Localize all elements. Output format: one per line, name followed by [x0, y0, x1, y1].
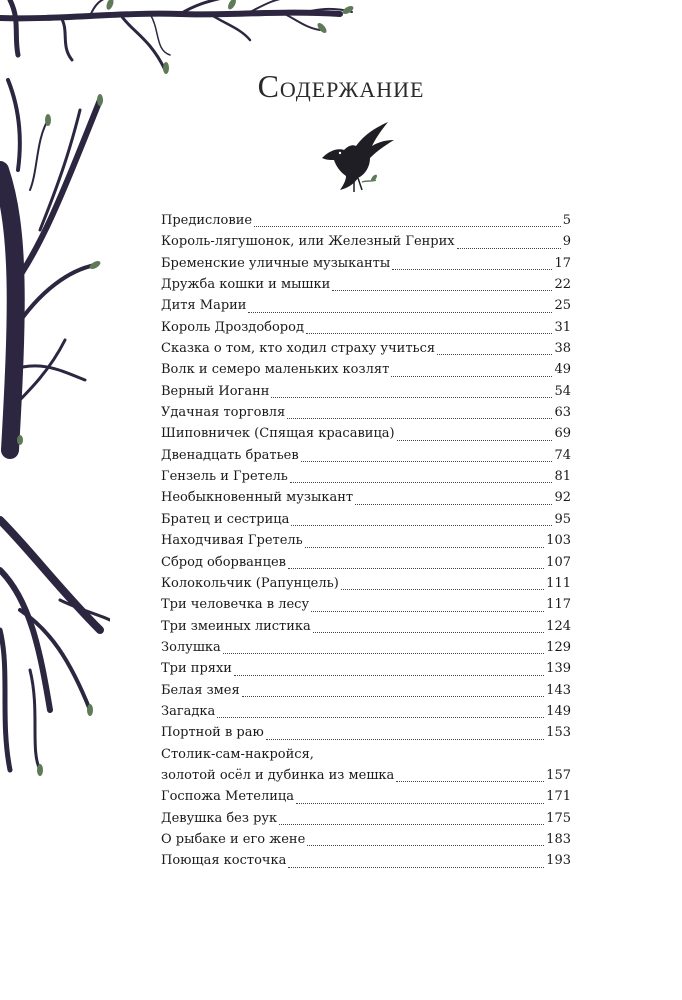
dot-leader [217, 716, 544, 718]
toc-entry[interactable] [161, 274, 571, 295]
toc-entry-title: Девушка без рук [161, 810, 278, 826]
dot-leader [396, 780, 544, 782]
toc-entry-page-number: 9 [562, 234, 571, 250]
dot-leader [279, 823, 544, 825]
dot-leader [242, 695, 544, 697]
toc-entry-page-number: 25 [554, 298, 571, 314]
toc-entry-title: Поющая косточка [161, 853, 287, 869]
dot-leader [341, 588, 544, 590]
toc-entry-page-number: 183 [546, 831, 571, 847]
toc-entry-page-number: 17 [554, 255, 571, 271]
page-title: Содержание [257, 68, 425, 104]
toc-entry-page-number: 149 [546, 703, 571, 719]
toc-entry-title: Три человечка в лесу [161, 597, 310, 613]
dot-leader [301, 460, 553, 462]
toc-entry[interactable] [161, 530, 571, 551]
toc-entry-page-number: 49 [554, 362, 571, 378]
toc-entry[interactable] [161, 445, 571, 466]
toc-entry-page-number: 92 [554, 490, 571, 506]
toc-entry[interactable] [161, 701, 571, 722]
dot-leader [313, 631, 544, 633]
toc-entry-title: Три пряхи [161, 661, 232, 677]
toc-entry[interactable] [161, 359, 571, 380]
tree-branches-icon [0, 70, 110, 790]
toc-entry-page-number: 5 [562, 213, 571, 228]
toc-entry-title: Золушка [161, 639, 221, 655]
table-of-contents [161, 210, 571, 872]
toc-entry-title: Бременские уличные музыканты [161, 255, 391, 271]
toc-entry[interactable] [161, 829, 571, 850]
toc-entry-page-number: 129 [546, 639, 571, 655]
toc-entry-title: Сказка о том, кто ходил страху учиться [161, 341, 436, 357]
toc-entry-page-number: 111 [546, 575, 571, 591]
toc-entry[interactable] [161, 509, 571, 530]
dot-leader [311, 610, 544, 612]
toc-entry-page-number: 54 [554, 383, 571, 399]
toc-entry[interactable] [161, 573, 571, 594]
toc-entry-page-number: 143 [546, 682, 571, 698]
toc-entry[interactable] [161, 594, 571, 615]
toc-entry-title: Дружба кошки и мышки [161, 277, 331, 293]
toc-entry[interactable] [161, 616, 571, 637]
toc-entry-title: Госпожа Метелица [161, 789, 294, 805]
toc-entry-page-number: 193 [546, 853, 571, 869]
toc-entry-page-number: 81 [554, 469, 571, 485]
toc-entry-title: Три змеиных листика [161, 618, 311, 634]
toc-entry-page-number: 38 [554, 341, 571, 357]
toc-entry[interactable] [161, 317, 571, 338]
raven-icon [318, 120, 398, 195]
dot-leader [291, 524, 552, 526]
toc-entry-title: Сброд оборванцев [161, 554, 286, 570]
dot-leader [296, 802, 544, 804]
dot-leader [271, 396, 552, 398]
toc-entry-title: Необыкновенный музыкант [161, 490, 354, 506]
dot-leader [288, 866, 544, 868]
toc-entry-page-number: 69 [554, 426, 571, 442]
dot-leader [457, 247, 561, 249]
toc-entry[interactable] [161, 295, 571, 316]
dot-leader [392, 268, 552, 270]
dot-leader [437, 353, 552, 355]
toc-entry[interactable] [161, 637, 571, 658]
toc-entry[interactable] [161, 765, 571, 786]
toc-entry[interactable] [161, 210, 571, 231]
toc-entry[interactable] [161, 338, 571, 359]
toc-entry[interactable] [161, 680, 571, 701]
toc-entry[interactable] [161, 786, 571, 807]
toc-entry-page-number: 95 [554, 511, 571, 527]
toc-entry[interactable] [161, 466, 571, 487]
toc-entry-title: Белая змея [161, 682, 240, 698]
toc-entry-title-line: Столик-сам-накройся, [161, 746, 314, 762]
dot-leader [307, 844, 544, 846]
toc-entry[interactable] [161, 552, 571, 573]
toc-entry-page-number: 171 [546, 789, 571, 805]
toc-entry-title: Находчивая Гретель [161, 533, 303, 549]
toc-entry-title: золотой осёл и дубинка из мешка [161, 767, 395, 783]
toc-entry[interactable] [161, 722, 571, 743]
toc-entry-page-number: 157 [546, 767, 571, 783]
toc-entry-page-number: 139 [546, 661, 571, 677]
toc-entry[interactable] [161, 423, 571, 444]
toc-entry[interactable] [161, 231, 571, 252]
toc-entry-title: Колокольчик (Рапунцель) [161, 575, 339, 591]
dot-leader [287, 417, 552, 419]
toc-entry-title: Загадка [161, 703, 216, 719]
toc-entry-page-number: 31 [554, 319, 571, 335]
dot-leader [223, 652, 544, 654]
dot-leader [397, 439, 553, 441]
toc-entry-page-number: 103 [546, 533, 571, 549]
toc-entry[interactable] [161, 808, 571, 829]
dot-leader [254, 225, 561, 227]
dot-leader [266, 738, 544, 740]
toc-entry-page-number: 117 [546, 597, 571, 613]
toc-entry-page-number: 153 [546, 725, 571, 741]
toc-entry-title: Шиповничек (Спящая красавица) [161, 426, 395, 442]
dot-leader [305, 546, 544, 548]
dot-leader [332, 289, 552, 291]
toc-entry-page-number: 107 [546, 554, 571, 570]
toc-entry-title: Король-лягушонок, или Железный Генрих [161, 234, 455, 250]
dot-leader [306, 332, 553, 334]
toc-entry-title: Удачная торговля [161, 405, 286, 421]
toc-entry[interactable] [161, 381, 571, 402]
dot-leader [355, 503, 552, 505]
toc-entry-title: Гензель и Гретель [161, 469, 288, 485]
toc-entry-title: Предисловие [161, 213, 253, 228]
toc-entry[interactable] [161, 850, 571, 871]
toc-entry[interactable] [161, 253, 571, 274]
toc-entry-page-number: 175 [546, 810, 571, 826]
toc-entry-title: Братец и сестрица [161, 511, 290, 527]
toc-entry-title: О рыбаке и его жене [161, 831, 306, 847]
dot-leader [290, 481, 553, 483]
dot-leader [288, 567, 544, 569]
toc-entry-title: Верный Иоганн [161, 383, 270, 399]
dot-leader [248, 311, 552, 313]
toc-entry-title: Волк и семеро маленьких козлят [161, 362, 390, 378]
toc-entry[interactable] [161, 402, 571, 423]
toc-entry[interactable] [161, 487, 571, 508]
toc-entry-title: Король Дроздобород [161, 319, 304, 335]
toc-entry-title: Дитя Марии [161, 298, 247, 314]
toc-entry-page-number: 22 [554, 277, 571, 293]
toc-entry-title: Двенадцать братьев [161, 447, 299, 463]
dot-leader [391, 375, 552, 377]
toc-entry-page-number: 74 [554, 447, 571, 463]
toc-entry[interactable] [161, 658, 571, 679]
toc-entry-page-number: 63 [554, 405, 571, 421]
toc-entry-title: Портной в раю [161, 725, 264, 741]
dot-leader [234, 674, 544, 676]
toc-entry-page-number: 124 [546, 618, 571, 634]
